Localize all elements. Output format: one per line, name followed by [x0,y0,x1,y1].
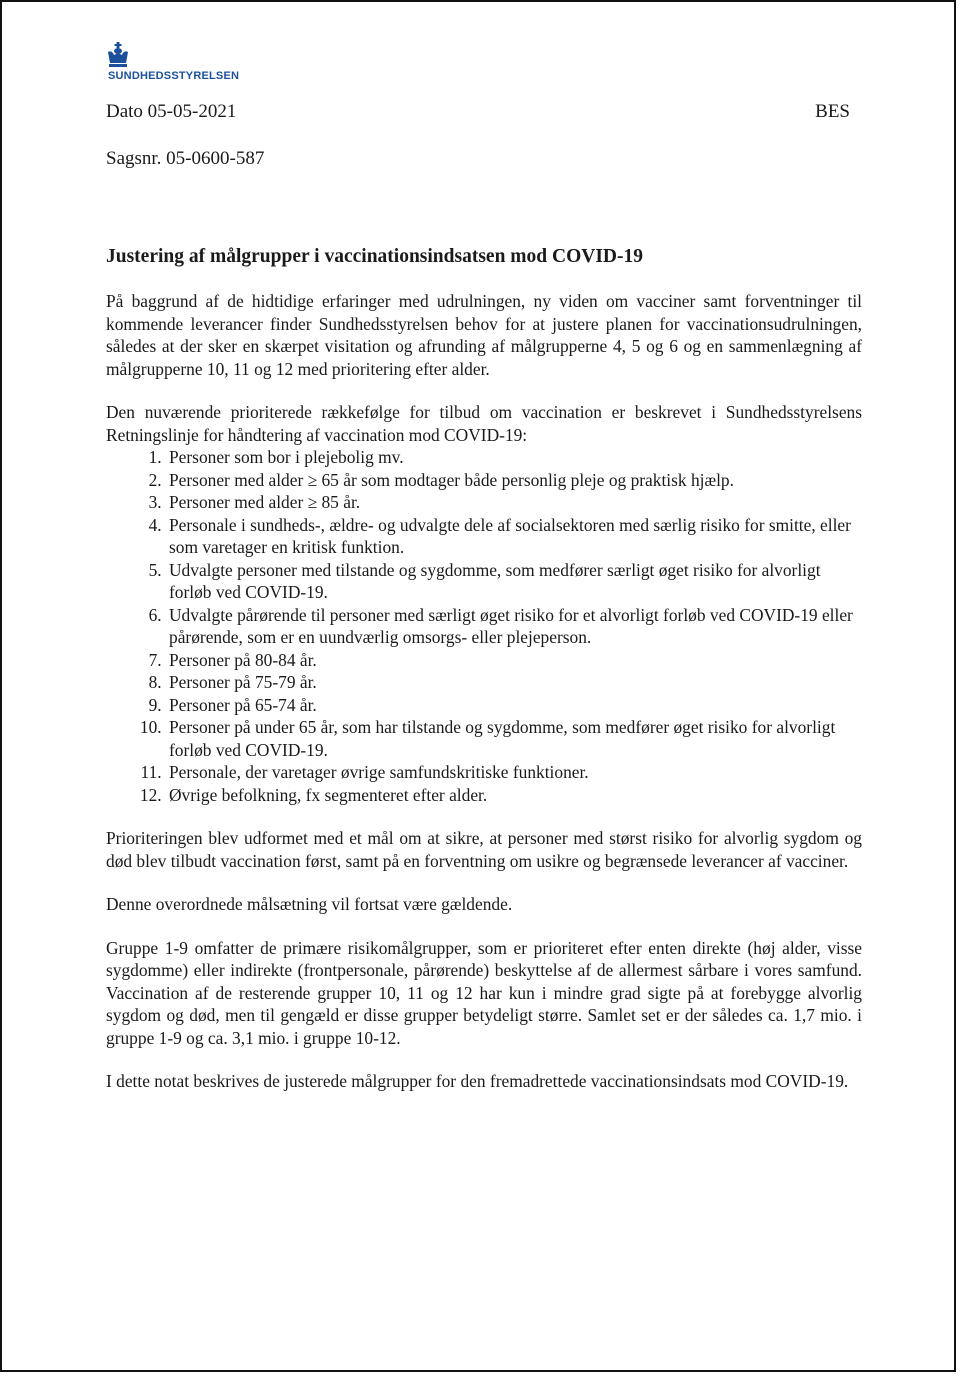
list-item: 4. Personale i sundheds-, ældre- og udvalgte dele af socialsektoren med særlig risiko for smitte, eller som varetager en kritisk funktion. [166,514,862,559]
paragraph-5: Gruppe 1-9 omfatter de primære risikomålgrupper, som er prioriteret efter enten direkte (høj alder, visse sygdomme) eller indirekte (frontpersonale, pårørende) beskyttelse af de allermest sårbare i vores samfund. Vaccination af de resterende grupper 10, 11 og 12 har kun i mindre grad sigte på at forebygge alvorlig sygdom og død, men til gengæld er disse grupper betydeligt større. Samlet set er der således ca. 1,7 mio. i gruppe 1-9 og ca. 3,1 mio. i gruppe 10-12. [106,937,862,1048]
list-item: 6. Udvalgte pårørende til personer med særligt øget risiko for et alvorligt forløb ved COVID-19 eller pårørende, som er en uundværlig omsorgs- eller plejeperson. [166,604,862,649]
paragraph-1: På baggrund af de hidtidige erfaringer med udrulningen, ny viden om vacciner samt forventninger til kommende leverancer finder Sundhedsstyrelsen behov for at justere planen for vaccinationsudrulningen, således at der sker en skærpet visitation og afrunding af målgrupperne 4, 5 og 6 og en sammenlægning af målgrupperne 10, 11 og 12 med prioritering efter alder. [106,291,862,379]
paragraph-2: Den nuværende prioriterede rækkefølge for tilbud om vaccination er beskrevet i Sundhedsstyrelsens Retningslinje for håndtering af vaccination mod COVID-19: [106,402,862,445]
logo-text: SUNDHEDSSTYRELSEN [108,70,240,82]
list-item: 2. Personer med alder ≥ 65 år som modtager både personlig pleje og praktisk hjælp. [166,469,862,492]
priority-list [106,446,862,806]
list-item: 12. Øvrige befolkning, fx segmenteret efter alder. [166,784,862,807]
list-item: 1. Personer som bor i plejebolig mv. [166,446,862,469]
list-item: 7. Personer på 80-84 år. [166,649,862,672]
list-item: 8. Personer på 75-79 år. [166,671,862,694]
list-item: 9. Personer på 65-74 år. [166,694,862,717]
list-item: 10. Personer på under 65 år, som har tilstande og sygdomme, som medfører øget risiko for alvorligt forløb ved COVID-19. [166,716,862,761]
crown-icon [106,42,130,70]
logo [106,42,306,86]
document-title: Justering af målgrupper i vaccinationsindsatsen mod COVID-19 [106,246,644,267]
list-item: 11. Personale, der varetager øvrige samfundskritiske funktioner. [166,761,862,784]
date-row [106,100,850,124]
paragraph-6: I dette notat beskrives de justerede målgrupper for den fremadrettede vaccinationsindsats mod COVID-19. [106,1071,849,1091]
case-number: Sagsnr. 05-0600-587 [106,148,265,169]
list-item: 3. Personer med alder ≥ 85 år. [166,491,862,514]
paragraph-3: Prioriteringen blev udformet med et mål om at sikre, at personer med størst risiko for alvorlig sygdom og død blev tilbudt vaccination først, samt på en forventning om usikre og begrænsede leverancer af vacciner. [106,828,862,871]
document-body [106,244,862,1114]
case-number-row [106,147,850,171]
paragraph-4: Denne overordnede målsætning vil fortsat være gældende. [106,894,513,914]
list-item: 5. Udvalgte personer med tilstande og sygdomme, som medfører særligt øget risiko for alvorligt forløb ved COVID-19. [166,559,862,604]
document-date: Dato 05-05-2021 [106,101,237,122]
author-initials: BES [815,101,850,122]
